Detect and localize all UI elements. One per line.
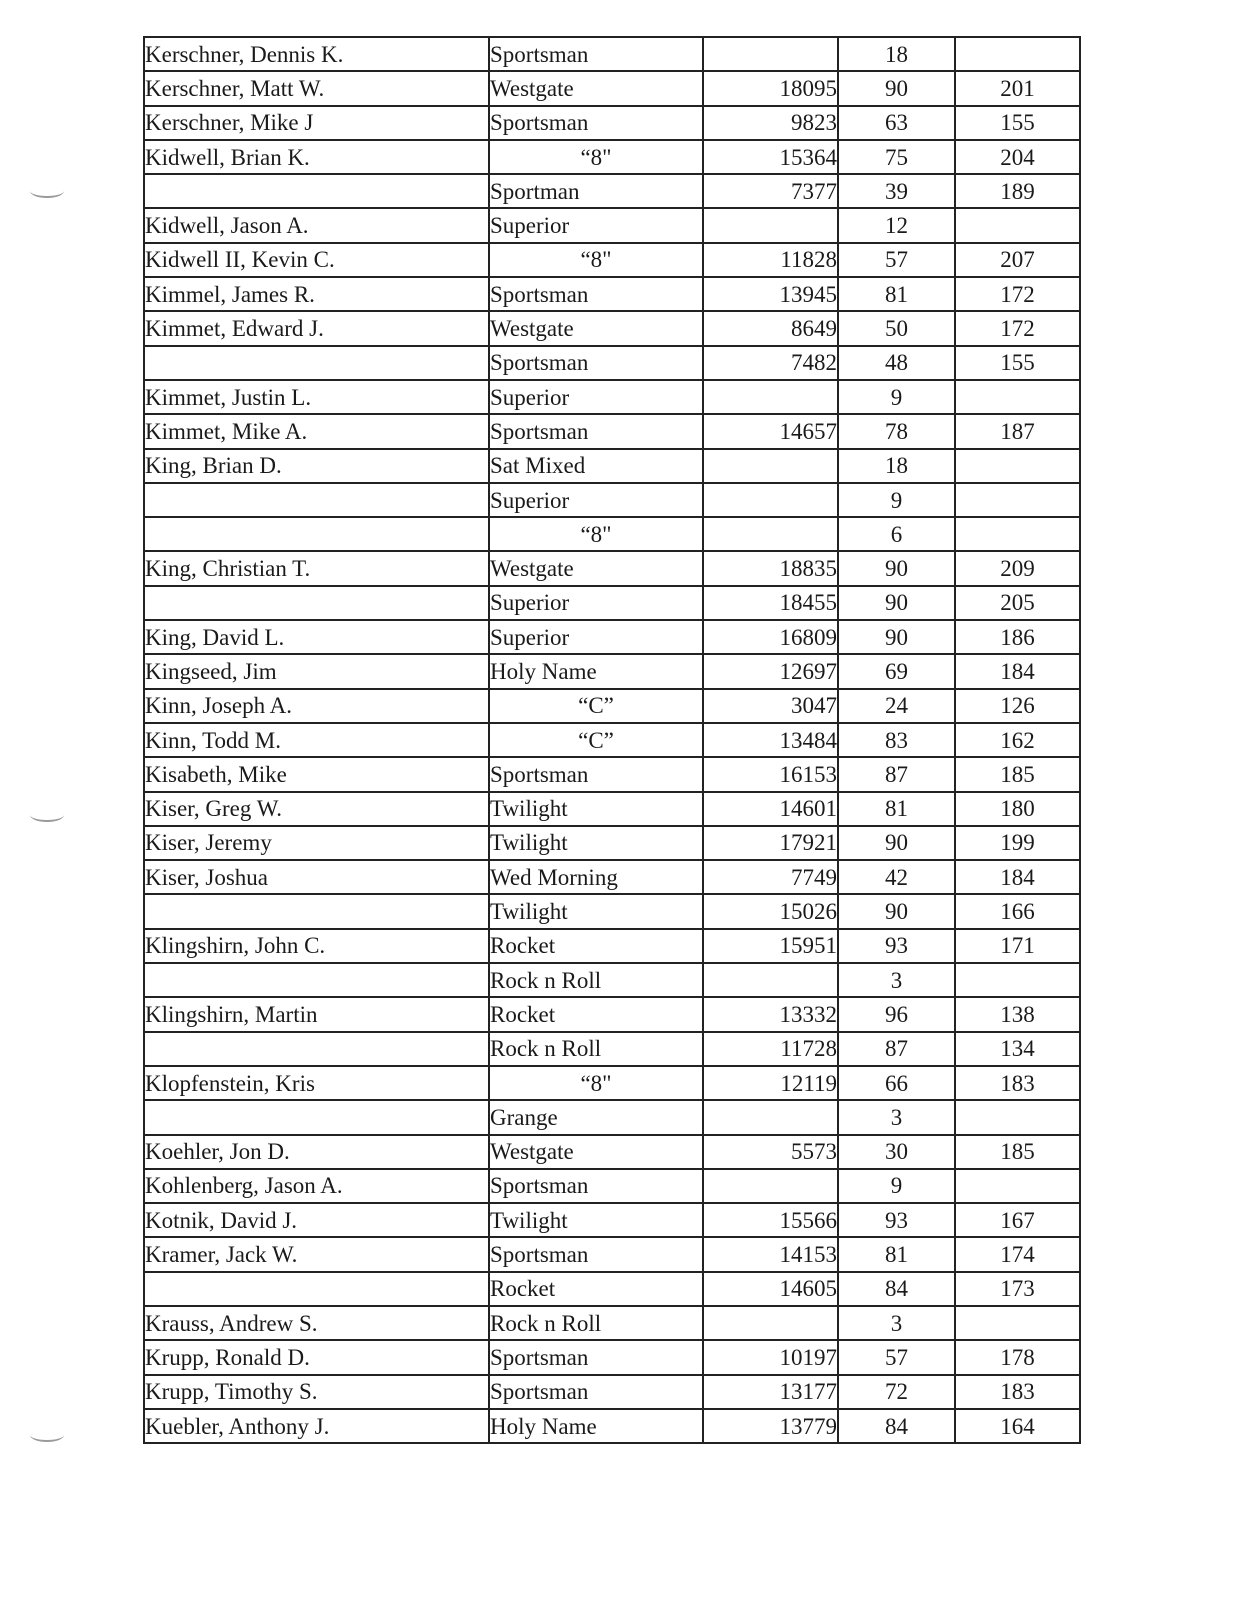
table-row <box>144 37 1080 71</box>
league-cell: Sportsman <box>489 37 703 71</box>
table-row <box>144 551 1080 585</box>
league-cell: Grange <box>489 1100 703 1134</box>
total-pins-cell: 13177 <box>703 1375 838 1409</box>
league-cell: Superior <box>489 208 703 242</box>
roster-body <box>144 37 1080 1443</box>
league-cell: Twilight <box>489 1203 703 1237</box>
average-cell: 138 <box>955 997 1080 1031</box>
punch-hole-mark <box>30 808 64 822</box>
total-pins-cell: 15951 <box>703 929 838 963</box>
league-cell: Westgate <box>489 1135 703 1169</box>
total-pins-cell: 12119 <box>703 1066 838 1100</box>
total-pins-cell: 7482 <box>703 346 838 380</box>
total-pins-cell: 7749 <box>703 860 838 894</box>
bowler-name-cell <box>144 1100 489 1134</box>
total-pins-cell: 14601 <box>703 792 838 826</box>
games-cell: 12 <box>838 208 955 242</box>
bowler-name-cell <box>144 483 489 517</box>
bowler-name-cell: Kimmet, Edward J. <box>144 311 489 345</box>
average-cell: 155 <box>955 346 1080 380</box>
games-cell: 9 <box>838 1169 955 1203</box>
table-row <box>144 243 1080 277</box>
average-cell: 185 <box>955 757 1080 791</box>
table-row <box>144 414 1080 448</box>
table-row <box>144 1203 1080 1237</box>
bowler-name-cell: Kohlenberg, Jason A. <box>144 1169 489 1203</box>
total-pins-cell <box>703 1306 838 1340</box>
average-cell: 205 <box>955 586 1080 620</box>
total-pins-cell <box>703 37 838 71</box>
table-row <box>144 1409 1080 1443</box>
games-cell: 90 <box>838 71 955 105</box>
league-cell: “8" <box>489 243 703 277</box>
league-cell: Twilight <box>489 894 703 928</box>
table-row <box>144 449 1080 483</box>
average-cell: 172 <box>955 277 1080 311</box>
league-cell: Superior <box>489 483 703 517</box>
league-cell: Westgate <box>489 551 703 585</box>
bowler-name-cell: Klingshirn, Martin <box>144 997 489 1031</box>
average-cell <box>955 37 1080 71</box>
games-cell: 18 <box>838 449 955 483</box>
average-cell: 155 <box>955 106 1080 140</box>
total-pins-cell: 18835 <box>703 551 838 585</box>
average-cell: 126 <box>955 689 1080 723</box>
average-cell <box>955 1306 1080 1340</box>
games-cell: 30 <box>838 1135 955 1169</box>
league-cell: Sportsman <box>489 1340 703 1374</box>
bowler-name-cell: Kiser, Joshua <box>144 860 489 894</box>
total-pins-cell: 13484 <box>703 723 838 757</box>
league-cell: Rock n Roll <box>489 1306 703 1340</box>
league-cell: Sportman <box>489 174 703 208</box>
league-cell: Wed Morning <box>489 860 703 894</box>
games-cell: 57 <box>838 243 955 277</box>
table-row <box>144 1100 1080 1134</box>
league-cell: Westgate <box>489 71 703 105</box>
total-pins-cell: 15364 <box>703 140 838 174</box>
table-row <box>144 689 1080 723</box>
bowler-name-cell: Kramer, Jack W. <box>144 1237 489 1271</box>
average-cell: 174 <box>955 1237 1080 1271</box>
bowler-name-cell: Kimmet, Justin L. <box>144 380 489 414</box>
table-row <box>144 1375 1080 1409</box>
games-cell: 66 <box>838 1066 955 1100</box>
total-pins-cell: 14605 <box>703 1272 838 1306</box>
games-cell: 83 <box>838 723 955 757</box>
bowler-name-cell: Kiser, Jeremy <box>144 826 489 860</box>
games-cell: 24 <box>838 689 955 723</box>
bowler-name-cell: Kuebler, Anthony J. <box>144 1409 489 1443</box>
games-cell: 72 <box>838 1375 955 1409</box>
games-cell: 18 <box>838 37 955 71</box>
games-cell: 9 <box>838 483 955 517</box>
average-cell: 180 <box>955 792 1080 826</box>
average-cell <box>955 1169 1080 1203</box>
table-row <box>144 311 1080 345</box>
bowler-name-cell: Kiser, Greg W. <box>144 792 489 826</box>
table-row <box>144 517 1080 551</box>
total-pins-cell <box>703 517 838 551</box>
average-cell <box>955 380 1080 414</box>
total-pins-cell: 14153 <box>703 1237 838 1271</box>
games-cell: 90 <box>838 551 955 585</box>
average-cell: 183 <box>955 1066 1080 1100</box>
table-row <box>144 929 1080 963</box>
games-cell: 57 <box>838 1340 955 1374</box>
table-row <box>144 1306 1080 1340</box>
total-pins-cell: 9823 <box>703 106 838 140</box>
games-cell: 3 <box>838 963 955 997</box>
table-row <box>144 826 1080 860</box>
league-cell: Sportsman <box>489 277 703 311</box>
bowler-name-cell: Kingseed, Jim <box>144 654 489 688</box>
average-cell: 134 <box>955 1032 1080 1066</box>
total-pins-cell: 3047 <box>703 689 838 723</box>
bowler-name-cell: Kisabeth, Mike <box>144 757 489 791</box>
average-cell <box>955 208 1080 242</box>
table-row <box>144 1272 1080 1306</box>
league-cell: “C” <box>489 689 703 723</box>
bowler-name-cell: Kinn, Joseph A. <box>144 689 489 723</box>
average-cell <box>955 517 1080 551</box>
league-cell: Sportsman <box>489 1169 703 1203</box>
average-cell: 185 <box>955 1135 1080 1169</box>
total-pins-cell: 16809 <box>703 620 838 654</box>
bowler-name-cell: Koehler, Jon D. <box>144 1135 489 1169</box>
games-cell: 75 <box>838 140 955 174</box>
table-row <box>144 1169 1080 1203</box>
average-cell: 184 <box>955 860 1080 894</box>
average-cell: 199 <box>955 826 1080 860</box>
league-cell: Twilight <box>489 792 703 826</box>
league-cell: Sportsman <box>489 346 703 380</box>
total-pins-cell: 8649 <box>703 311 838 345</box>
games-cell: 87 <box>838 1032 955 1066</box>
games-cell: 9 <box>838 380 955 414</box>
average-cell: 167 <box>955 1203 1080 1237</box>
bowler-name-cell <box>144 963 489 997</box>
bowler-name-cell: Kimmel, James R. <box>144 277 489 311</box>
table-row <box>144 380 1080 414</box>
table-row <box>144 620 1080 654</box>
league-cell: “8" <box>489 1066 703 1100</box>
average-cell <box>955 449 1080 483</box>
games-cell: 48 <box>838 346 955 380</box>
bowler-name-cell: Kerschner, Dennis K. <box>144 37 489 71</box>
games-cell: 81 <box>838 277 955 311</box>
league-cell: Rocket <box>489 1272 703 1306</box>
table-row <box>144 277 1080 311</box>
total-pins-cell <box>703 483 838 517</box>
league-cell: Superior <box>489 620 703 654</box>
total-pins-cell <box>703 1100 838 1134</box>
average-cell: 173 <box>955 1272 1080 1306</box>
total-pins-cell: 15026 <box>703 894 838 928</box>
table-row <box>144 483 1080 517</box>
bowler-name-cell: Klingshirn, John C. <box>144 929 489 963</box>
total-pins-cell: 17921 <box>703 826 838 860</box>
average-cell: 162 <box>955 723 1080 757</box>
bowler-name-cell <box>144 174 489 208</box>
table-row <box>144 1066 1080 1100</box>
average-cell: 171 <box>955 929 1080 963</box>
total-pins-cell <box>703 1169 838 1203</box>
bowler-name-cell: Kidwell II, Kevin C. <box>144 243 489 277</box>
league-cell: “8" <box>489 517 703 551</box>
games-cell: 69 <box>838 654 955 688</box>
league-cell: “8" <box>489 140 703 174</box>
games-cell: 3 <box>838 1100 955 1134</box>
league-cell: Rock n Roll <box>489 963 703 997</box>
average-cell: 189 <box>955 174 1080 208</box>
table-row <box>144 174 1080 208</box>
league-cell: Holy Name <box>489 1409 703 1443</box>
average-cell: 207 <box>955 243 1080 277</box>
bowler-name-cell: Klopfenstein, Kris <box>144 1066 489 1100</box>
total-pins-cell: 18455 <box>703 586 838 620</box>
table-row <box>144 894 1080 928</box>
bowler-name-cell <box>144 517 489 551</box>
league-cell: Superior <box>489 380 703 414</box>
games-cell: 50 <box>838 311 955 345</box>
league-cell: Holy Name <box>489 654 703 688</box>
bowler-name-cell: Krupp, Timothy S. <box>144 1375 489 1409</box>
table-row <box>144 1032 1080 1066</box>
bowler-name-cell: Krupp, Ronald D. <box>144 1340 489 1374</box>
total-pins-cell: 10197 <box>703 1340 838 1374</box>
table-row <box>144 1135 1080 1169</box>
games-cell: 63 <box>838 106 955 140</box>
games-cell: 93 <box>838 929 955 963</box>
table-row <box>144 346 1080 380</box>
table-row <box>144 757 1080 791</box>
league-cell: Westgate <box>489 311 703 345</box>
total-pins-cell: 13945 <box>703 277 838 311</box>
punch-hole-mark <box>30 184 64 198</box>
total-pins-cell: 16153 <box>703 757 838 791</box>
average-cell: 184 <box>955 654 1080 688</box>
bowler-name-cell <box>144 586 489 620</box>
bowler-name-cell: Krauss, Andrew S. <box>144 1306 489 1340</box>
punch-hole-mark <box>30 1428 64 1442</box>
total-pins-cell: 12697 <box>703 654 838 688</box>
total-pins-cell: 5573 <box>703 1135 838 1169</box>
bowler-name-cell: Kimmet, Mike A. <box>144 414 489 448</box>
total-pins-cell: 11728 <box>703 1032 838 1066</box>
league-cell: Rocket <box>489 929 703 963</box>
bowler-name-cell <box>144 346 489 380</box>
table-row <box>144 208 1080 242</box>
bowler-name-cell: Kerschner, Matt W. <box>144 71 489 105</box>
total-pins-cell <box>703 380 838 414</box>
total-pins-cell <box>703 208 838 242</box>
games-cell: 84 <box>838 1409 955 1443</box>
bowler-name-cell: Kinn, Todd M. <box>144 723 489 757</box>
league-cell: “C” <box>489 723 703 757</box>
games-cell: 90 <box>838 586 955 620</box>
league-cell: Sportsman <box>489 1237 703 1271</box>
total-pins-cell <box>703 963 838 997</box>
table-row <box>144 654 1080 688</box>
table-row <box>144 997 1080 1031</box>
bowler-name-cell: Kotnik, David J. <box>144 1203 489 1237</box>
bowler-name-cell: Kidwell, Brian K. <box>144 140 489 174</box>
games-cell: 81 <box>838 792 955 826</box>
average-cell: 183 <box>955 1375 1080 1409</box>
table-row <box>144 1340 1080 1374</box>
bowler-name-cell: King, Brian D. <box>144 449 489 483</box>
games-cell: 90 <box>838 826 955 860</box>
table-row <box>144 71 1080 105</box>
league-cell: Sportsman <box>489 757 703 791</box>
bowler-name-cell: Kidwell, Jason A. <box>144 208 489 242</box>
table-row <box>144 792 1080 826</box>
average-cell: 166 <box>955 894 1080 928</box>
games-cell: 42 <box>838 860 955 894</box>
total-pins-cell: 13779 <box>703 1409 838 1443</box>
average-cell: 186 <box>955 620 1080 654</box>
average-cell: 201 <box>955 71 1080 105</box>
average-cell: 187 <box>955 414 1080 448</box>
table-row <box>144 963 1080 997</box>
table-row <box>144 586 1080 620</box>
games-cell: 6 <box>838 517 955 551</box>
average-cell: 164 <box>955 1409 1080 1443</box>
league-cell: Rock n Roll <box>489 1032 703 1066</box>
total-pins-cell: 7377 <box>703 174 838 208</box>
total-pins-cell: 15566 <box>703 1203 838 1237</box>
bowler-name-cell <box>144 894 489 928</box>
table-row <box>144 106 1080 140</box>
average-cell: 178 <box>955 1340 1080 1374</box>
average-cell <box>955 963 1080 997</box>
bowler-name-cell: King, Christian T. <box>144 551 489 585</box>
average-cell: 204 <box>955 140 1080 174</box>
average-cell: 209 <box>955 551 1080 585</box>
average-cell <box>955 483 1080 517</box>
average-cell <box>955 1100 1080 1134</box>
bowler-name-cell: Kerschner, Mike J <box>144 106 489 140</box>
games-cell: 81 <box>838 1237 955 1271</box>
games-cell: 78 <box>838 414 955 448</box>
table-row <box>144 140 1080 174</box>
total-pins-cell: 13332 <box>703 997 838 1031</box>
games-cell: 93 <box>838 1203 955 1237</box>
bowler-name-cell <box>144 1032 489 1066</box>
games-cell: 90 <box>838 620 955 654</box>
league-cell: Twilight <box>489 826 703 860</box>
bowler-name-cell <box>144 1272 489 1306</box>
league-cell: Sportsman <box>489 106 703 140</box>
league-cell: Superior <box>489 586 703 620</box>
league-cell: Rocket <box>489 997 703 1031</box>
bowler-name-cell: King, David L. <box>144 620 489 654</box>
total-pins-cell: 18095 <box>703 71 838 105</box>
games-cell: 84 <box>838 1272 955 1306</box>
average-cell: 172 <box>955 311 1080 345</box>
table-row <box>144 1237 1080 1271</box>
games-cell: 90 <box>838 894 955 928</box>
table-row <box>144 723 1080 757</box>
games-cell: 3 <box>838 1306 955 1340</box>
games-cell: 96 <box>838 997 955 1031</box>
total-pins-cell: 14657 <box>703 414 838 448</box>
table-row <box>144 860 1080 894</box>
league-cell: Sportsman <box>489 414 703 448</box>
league-cell: Sat Mixed <box>489 449 703 483</box>
total-pins-cell <box>703 449 838 483</box>
games-cell: 87 <box>838 757 955 791</box>
bowler-roster-table <box>143 36 1081 1444</box>
games-cell: 39 <box>838 174 955 208</box>
league-cell: Sportsman <box>489 1375 703 1409</box>
total-pins-cell: 11828 <box>703 243 838 277</box>
